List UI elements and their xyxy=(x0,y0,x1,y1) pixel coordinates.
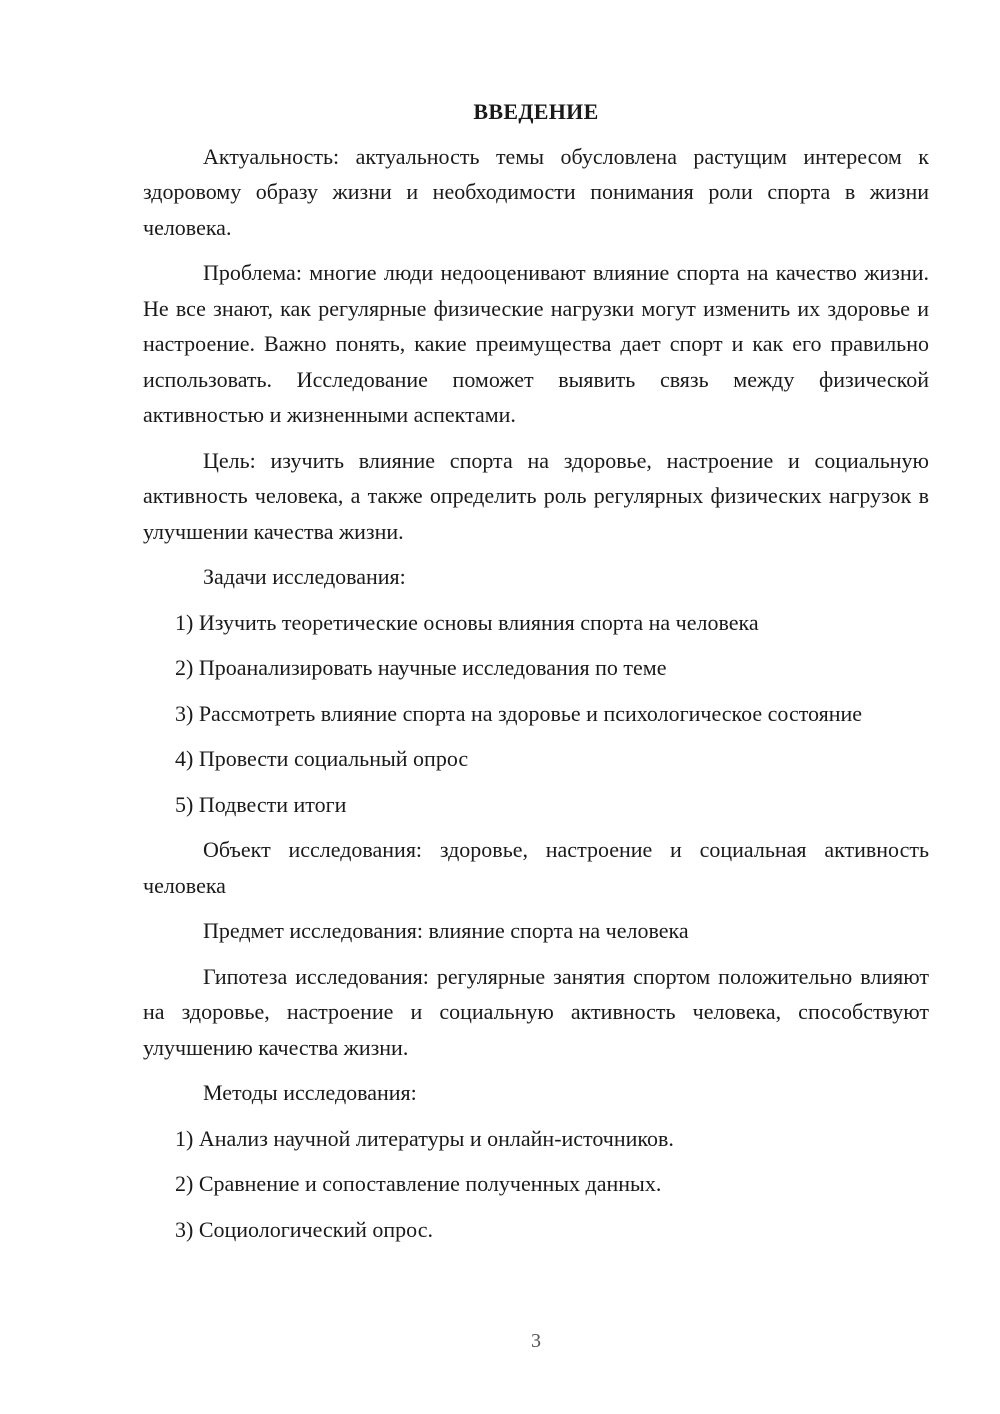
task-item: 5) Подвести итоги xyxy=(175,791,347,817)
method-item: 2) Сравнение и сопоставление полученных данных. xyxy=(175,1171,662,1196)
object-paragraph: Объект исследования: здоровье, настроение и социальная активность человека xyxy=(143,837,929,898)
tasks-heading: Задачи исследования: xyxy=(203,564,406,589)
methods-heading: Методы исследования: xyxy=(203,1080,417,1105)
section-title: ВВЕДЕНИЕ xyxy=(473,99,599,124)
page-number: 3 xyxy=(531,1330,541,1352)
method-item: 3) Социологический опрос. xyxy=(175,1216,433,1242)
goal-paragraph: Цель: изучить влияние спорта на здоровье, настроение и социальную активность человека, а также определить роль регулярных физических нагрузок в улучшении качества жизни. xyxy=(143,447,929,544)
hypothesis-paragraph: Гипотеза исследования: регулярные занятия спортом положительно влияют на здоровье, настроение и социальную активность человека, способствуют улучшению качества жизни. xyxy=(143,963,929,1060)
task-item: 1) Изучить теоретические основы влияния спорта на человека xyxy=(175,609,759,635)
relevance-paragraph: Актуальность: актуальность темы обусловлена растущим интересом к здоровому образу жизни и необходимости понимания роли спорта в жизни человека. xyxy=(143,143,929,240)
method-item: 1) Анализ научной литературы и онлайн-источников. xyxy=(175,1125,674,1151)
task-item: 2) Проанализировать научные исследования по теме xyxy=(175,655,667,680)
document-page xyxy=(143,94,929,1257)
problem-paragraph: Проблема: многие люди недооценивают влияние спорта на качество жизни. Не все знают, как регулярные физические нагрузки могут изменить их здоровье и настроение. Важно понять, какие преимущества дает спорт и как его правильно использовать. Исследование поможет выявить связь между физической активностью и жизненными аспектами. xyxy=(143,260,929,427)
task-item: 4) Провести социальный опрос xyxy=(175,746,469,771)
subject-paragraph: Предмет исследования: влияние спорта на человека xyxy=(203,918,689,943)
task-item: 3) Рассмотреть влияние спорта на здоровье и психологическое состояние xyxy=(175,700,863,726)
